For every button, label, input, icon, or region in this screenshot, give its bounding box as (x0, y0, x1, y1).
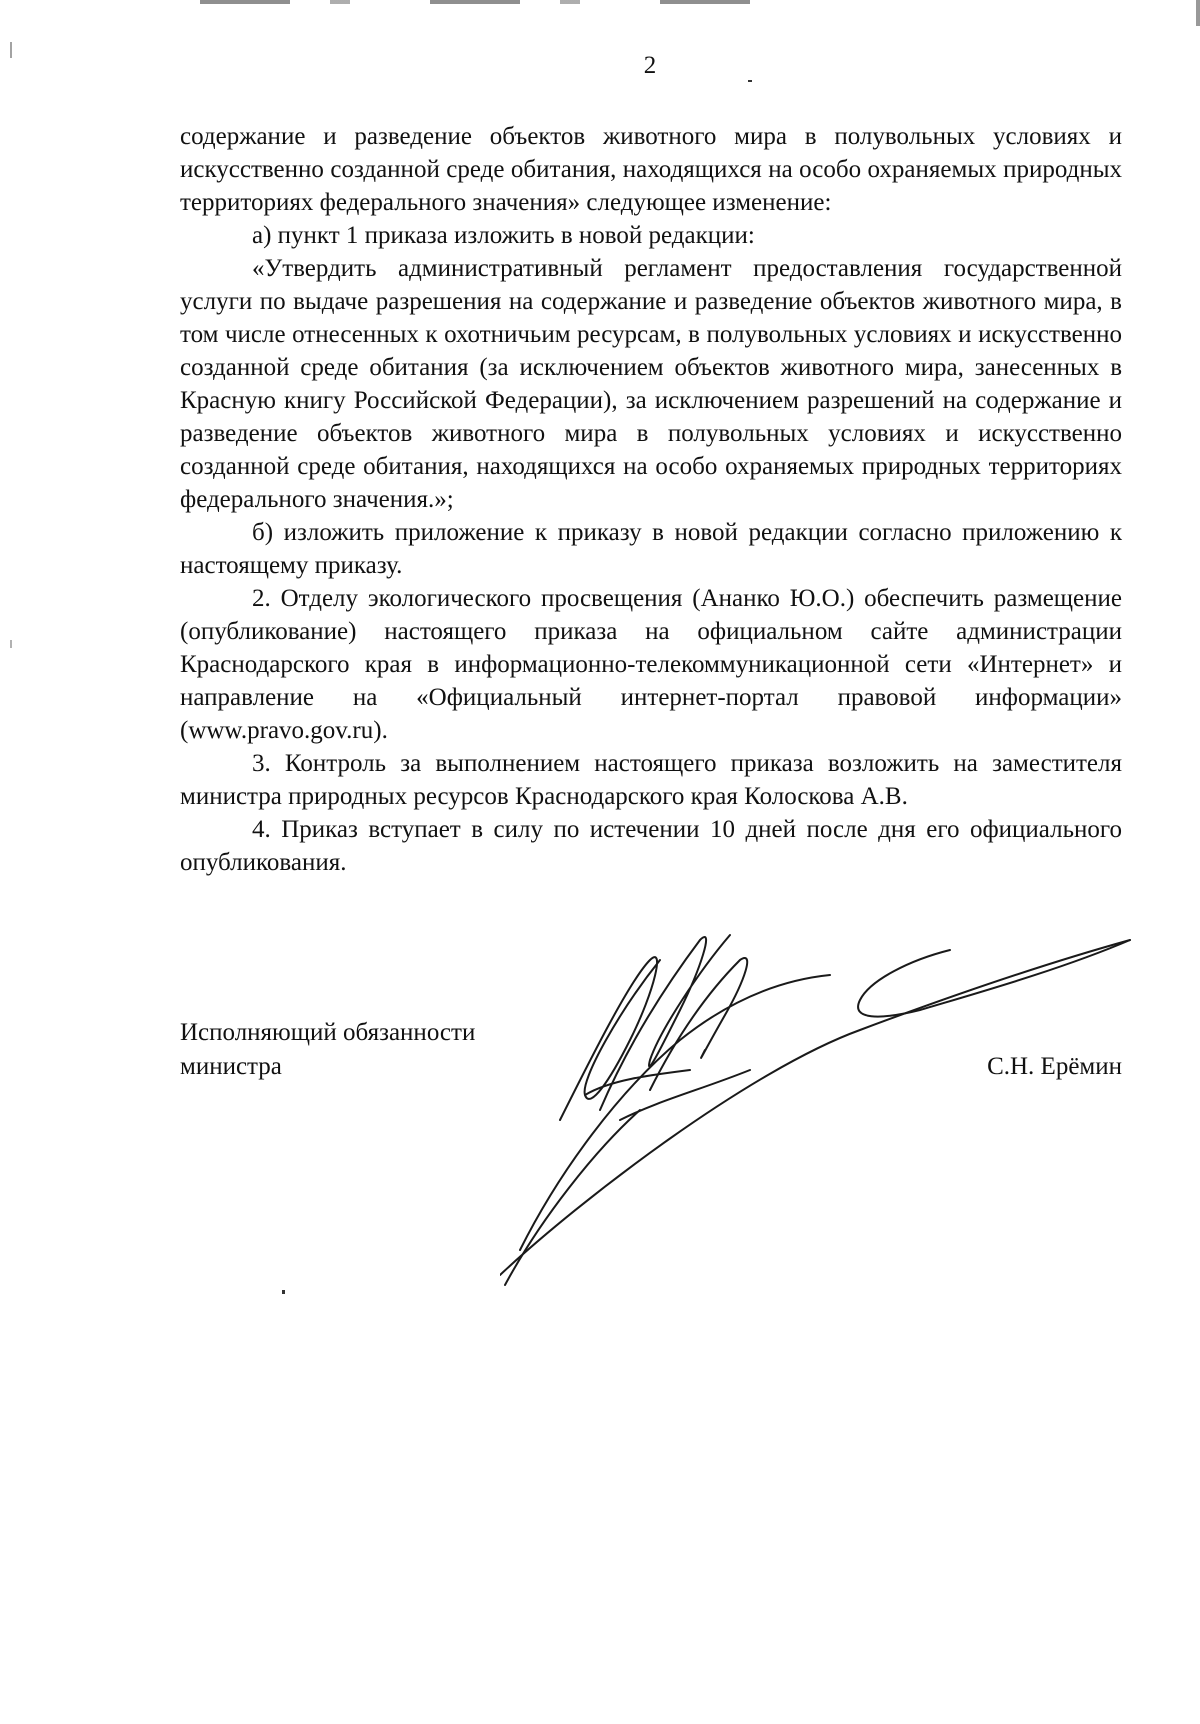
scan-speck-bottom (282, 1290, 285, 1294)
handwritten-signature (500, 920, 1140, 1290)
scan-artifact-right (1196, 0, 1200, 26)
paragraph-item-b: б) изложить приложение к приказу в новой редакции согласно приложению к настоящему приказу. (180, 519, 1122, 579)
paragraph-item-a: а) пункт 1 приказа изложить в новой редакции: (252, 222, 755, 249)
paragraph-continuation: содержание и разведение объектов животного мира в полувольных условиях и искусственно созданной среде обитания, находящихся на особо охраняемых природных территориях федерального значения» следующее изменение: (180, 123, 1122, 216)
page-number: 2 (643, 52, 657, 79)
paragraph-point-4: 4. Приказ вступает в силу по истечении 10 дней после дня его официального опубликования. (180, 816, 1122, 876)
scan-speck (748, 80, 752, 82)
paragraph-point-3: 3. Контроль за выполнением настоящего приказа возложить на заместителя министра природных ресурсов Краснодарского края Колоскова А.В. (180, 750, 1122, 810)
scan-artifact-top (200, 0, 780, 4)
signatory-role-line-1: Исполняющий обязанности (180, 1019, 476, 1046)
scan-artifact-left-small (10, 640, 12, 648)
signatory-name: С.Н. Ерёмин (987, 1053, 1122, 1080)
paragraph-point-2: 2. Отделу экологического просвещения (Ананко Ю.О.) обеспечить размещение (опубликование) настоящего приказа на официальном сайте администрации Краснодарского края в информационно-телекоммуникационной сети «Интернет» и направление на «Официальный интернет-портал правовой информации» (www.pravo.gov.ru). (180, 585, 1122, 744)
signatory-role-line-2: министра (180, 1053, 282, 1080)
paragraph-quoted-text: «Утвердить административный регламент предоставления государственной услуги по выдаче разрешения на содержание и разведение объектов животного мира, в том числе отнесенных к охотничьим ресурсам, в полувольных условиях и искусственно созданной среде обитания (за исключением объектов животного мира, занесенных в Красную книгу Российской Федерации), за исключением разрешений на содержание и разведение объектов животного мира в полувольных условиях и искусственно созданной среде обитания, находящихся на особо охраняемых природных территориях федерального значения.»; (180, 255, 1122, 513)
signature-block (180, 1016, 1122, 1084)
document-body (180, 120, 1122, 879)
